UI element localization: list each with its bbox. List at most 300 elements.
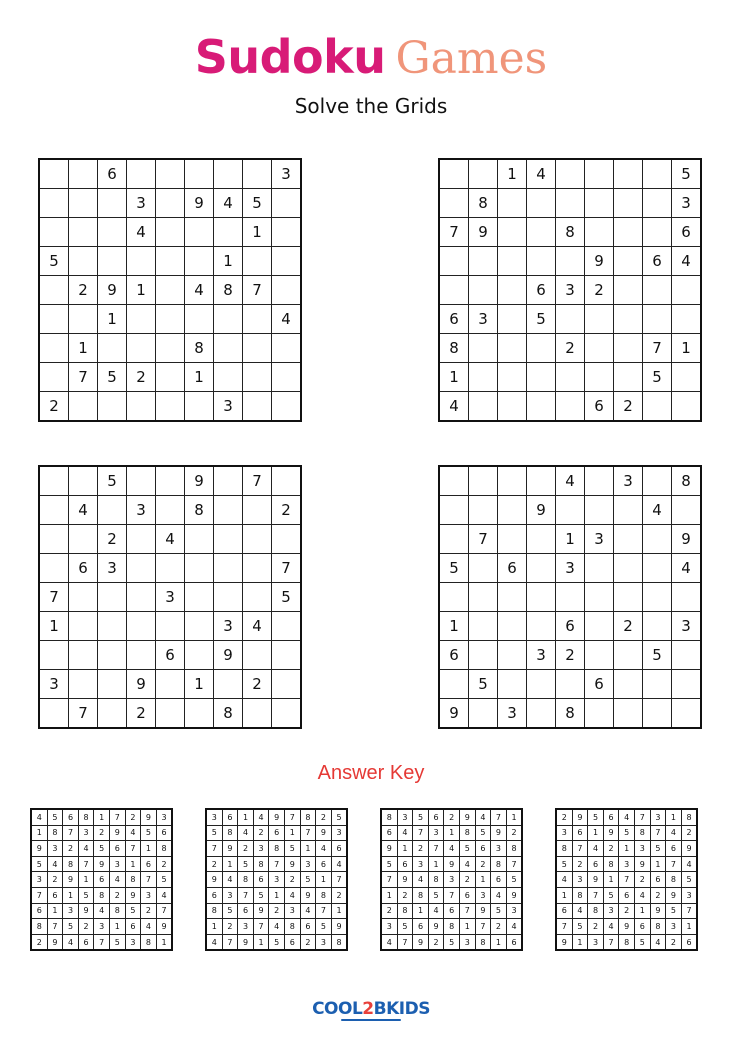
solution-cell: 4 xyxy=(141,919,157,935)
puzzle-cell: 1 xyxy=(672,334,702,363)
puzzle-cell: 8 xyxy=(214,699,243,729)
solution-cell: 9 xyxy=(31,841,47,857)
puzzle-cell xyxy=(69,218,98,247)
solution-cell: 3 xyxy=(156,809,172,825)
solution-cell: 3 xyxy=(634,841,650,857)
puzzle-row xyxy=(439,699,701,729)
solution-cell: 6 xyxy=(206,887,222,903)
puzzle-cell xyxy=(69,466,98,496)
puzzle-row xyxy=(39,525,301,554)
puzzle-row xyxy=(39,496,301,525)
solution-cell: 1 xyxy=(428,856,444,872)
solution-cell: 2 xyxy=(413,841,429,857)
puzzle-cell xyxy=(556,363,585,392)
puzzle-cell xyxy=(527,247,556,276)
puzzle-cell xyxy=(272,670,302,699)
puzzle-cell xyxy=(272,218,302,247)
solution-cell: 4 xyxy=(475,809,491,825)
puzzle-cell xyxy=(556,247,585,276)
puzzle-row xyxy=(39,218,301,247)
puzzle-cell: 2 xyxy=(556,641,585,670)
solution-cell: 1 xyxy=(397,841,413,857)
puzzle-cell xyxy=(643,218,672,247)
puzzle-cell xyxy=(439,159,469,189)
puzzle-cell xyxy=(527,218,556,247)
puzzle-cell xyxy=(185,583,214,612)
puzzle-cell xyxy=(243,363,272,392)
solution-cell: 2 xyxy=(397,887,413,903)
solution-cell: 8 xyxy=(428,872,444,888)
solution-row xyxy=(31,825,172,841)
solution-cell: 1 xyxy=(109,919,125,935)
solution-cell: 6 xyxy=(316,856,332,872)
solution-cell: 1 xyxy=(459,919,475,935)
puzzle-cell: 7 xyxy=(643,334,672,363)
puzzle-cell: 9 xyxy=(527,496,556,525)
puzzle-cell: 7 xyxy=(243,466,272,496)
puzzle-cell xyxy=(185,554,214,583)
puzzle-cell xyxy=(672,641,702,670)
solution-cell: 8 xyxy=(556,841,572,857)
puzzle-cell: 1 xyxy=(214,247,243,276)
solution-cell: 5 xyxy=(556,856,572,872)
solution-cell: 5 xyxy=(506,872,522,888)
puzzle-row xyxy=(439,334,701,363)
solution-cell: 1 xyxy=(331,903,347,919)
solution-row xyxy=(381,903,522,919)
puzzle-cell: 5 xyxy=(98,466,127,496)
solution-cell: 5 xyxy=(156,872,172,888)
puzzle-cell xyxy=(498,247,527,276)
solution-cell: 7 xyxy=(94,934,110,950)
puzzle-cell xyxy=(498,612,527,641)
solution-cell: 2 xyxy=(109,887,125,903)
puzzle-cell xyxy=(127,583,156,612)
puzzle-cell xyxy=(98,612,127,641)
puzzle-cell xyxy=(214,334,243,363)
solution-cell: 2 xyxy=(444,809,460,825)
solution-cell: 2 xyxy=(506,825,522,841)
solution-cell: 3 xyxy=(444,872,460,888)
solution-row xyxy=(381,825,522,841)
solution-cell: 1 xyxy=(222,856,238,872)
puzzle-cell xyxy=(39,525,69,554)
puzzle-cell: 7 xyxy=(469,525,498,554)
solution-cell: 3 xyxy=(316,934,332,950)
solution-cell: 1 xyxy=(506,809,522,825)
solution-cell: 8 xyxy=(650,919,666,935)
puzzle-cell: 6 xyxy=(439,305,469,334)
solution-cell: 1 xyxy=(238,809,254,825)
puzzle-row xyxy=(39,699,301,729)
puzzle-cell: 3 xyxy=(556,276,585,305)
solution-cell: 9 xyxy=(506,887,522,903)
puzzle-cell xyxy=(527,554,556,583)
puzzle-cell: 4 xyxy=(156,525,185,554)
solution-row xyxy=(31,887,172,903)
solution-cell: 5 xyxy=(141,825,157,841)
solution-cell: 8 xyxy=(413,887,429,903)
solution-cell: 3 xyxy=(331,825,347,841)
puzzle-cell: 8 xyxy=(556,699,585,729)
puzzle-cell: 5 xyxy=(643,363,672,392)
puzzle-cell xyxy=(527,699,556,729)
solution-cell: 6 xyxy=(300,919,316,935)
puzzle-cell xyxy=(585,159,614,189)
solution-cell: 1 xyxy=(650,856,666,872)
puzzle-cell: 7 xyxy=(272,554,302,583)
solution-cell: 7 xyxy=(634,809,650,825)
puzzle-cell xyxy=(243,554,272,583)
solution-row xyxy=(556,809,697,825)
solution-cell: 8 xyxy=(603,856,619,872)
puzzle-cell xyxy=(69,670,98,699)
puzzle-cell: 9 xyxy=(185,189,214,218)
puzzle-cell xyxy=(272,525,302,554)
solution-cell: 4 xyxy=(109,872,125,888)
puzzle-cell: 4 xyxy=(69,496,98,525)
puzzle-cell: 8 xyxy=(214,276,243,305)
solution-row xyxy=(381,841,522,857)
puzzle-cell xyxy=(672,305,702,334)
puzzle-cell xyxy=(614,670,643,699)
solution-cell: 7 xyxy=(681,903,697,919)
solution-cell: 2 xyxy=(63,841,79,857)
puzzle-cell: 4 xyxy=(272,305,302,334)
puzzle-cell: 4 xyxy=(243,612,272,641)
puzzle-cell xyxy=(585,496,614,525)
puzzle-cell: 3 xyxy=(214,612,243,641)
solution-cell: 4 xyxy=(619,809,635,825)
solution-cell: 6 xyxy=(94,872,110,888)
solution-cell: 3 xyxy=(506,903,522,919)
puzzle-row xyxy=(39,554,301,583)
solution-cell: 3 xyxy=(603,903,619,919)
puzzle-cell xyxy=(614,159,643,189)
solution-cell: 1 xyxy=(78,872,94,888)
puzzle-cell xyxy=(585,612,614,641)
puzzle-cell xyxy=(614,699,643,729)
solution-cell: 2 xyxy=(459,872,475,888)
solution-cell: 3 xyxy=(63,903,79,919)
puzzle-cell xyxy=(498,525,527,554)
solution-cell: 5 xyxy=(238,856,254,872)
puzzle-cell xyxy=(69,305,98,334)
solution-cell: 6 xyxy=(666,841,682,857)
puzzle-cell xyxy=(272,612,302,641)
puzzle-cell xyxy=(39,466,69,496)
solution-cell: 7 xyxy=(253,919,269,935)
puzzle-cell xyxy=(243,583,272,612)
puzzle-cell: 6 xyxy=(643,247,672,276)
solution-cell: 6 xyxy=(413,919,429,935)
puzzle-cell: 1 xyxy=(98,305,127,334)
puzzle-cell: 8 xyxy=(185,334,214,363)
solution-cell: 2 xyxy=(681,825,697,841)
puzzle-cell: 2 xyxy=(98,525,127,554)
puzzle-cell xyxy=(643,466,672,496)
solution-cell: 5 xyxy=(94,841,110,857)
solution-cell: 4 xyxy=(156,887,172,903)
solution-row xyxy=(556,887,697,903)
solution-cell: 9 xyxy=(619,919,635,935)
puzzle-cell xyxy=(439,496,469,525)
answer-grid-1 xyxy=(30,808,173,951)
puzzle-cell xyxy=(243,641,272,670)
solution-cell: 4 xyxy=(650,934,666,950)
solution-cell: 6 xyxy=(222,809,238,825)
solution-cell: 9 xyxy=(681,841,697,857)
solution-row xyxy=(31,809,172,825)
puzzle-cell xyxy=(498,641,527,670)
puzzle-cell xyxy=(614,218,643,247)
puzzle-cell xyxy=(585,466,614,496)
solution-cell: 4 xyxy=(603,919,619,935)
solution-cell: 5 xyxy=(222,903,238,919)
puzzle-cell: 2 xyxy=(69,276,98,305)
solution-cell: 7 xyxy=(269,856,285,872)
puzzle-cell xyxy=(614,276,643,305)
solution-row xyxy=(206,841,347,857)
solution-cell: 1 xyxy=(253,934,269,950)
solution-cell: 1 xyxy=(94,809,110,825)
puzzle-row xyxy=(39,612,301,641)
puzzle-cell xyxy=(672,699,702,729)
solution-cell: 6 xyxy=(491,872,507,888)
puzzle-cell xyxy=(156,276,185,305)
solution-cell: 7 xyxy=(650,825,666,841)
puzzle-cell xyxy=(469,583,498,612)
puzzle-cell xyxy=(156,392,185,422)
puzzle-cell xyxy=(214,159,243,189)
puzzle-row xyxy=(439,612,701,641)
puzzle-cell xyxy=(498,189,527,218)
solution-cell: 8 xyxy=(634,825,650,841)
solution-cell: 3 xyxy=(125,934,141,950)
solution-cell: 8 xyxy=(78,809,94,825)
solution-cell: 6 xyxy=(444,903,460,919)
puzzle-row xyxy=(439,247,701,276)
solution-cell: 2 xyxy=(619,903,635,919)
solution-cell: 3 xyxy=(413,856,429,872)
solution-cell: 9 xyxy=(125,887,141,903)
solution-cell: 3 xyxy=(491,841,507,857)
solution-row xyxy=(556,903,697,919)
puzzle-cell: 3 xyxy=(127,496,156,525)
puzzle-cell xyxy=(498,583,527,612)
solution-cell: 6 xyxy=(475,841,491,857)
solution-cell: 7 xyxy=(475,919,491,935)
solution-cell: 8 xyxy=(381,809,397,825)
puzzle-cell: 1 xyxy=(185,363,214,392)
puzzle-cell xyxy=(243,392,272,422)
puzzle-cell xyxy=(272,247,302,276)
puzzle-cell: 7 xyxy=(39,583,69,612)
solution-cell: 1 xyxy=(316,872,332,888)
solution-cell: 7 xyxy=(491,809,507,825)
solution-cell: 9 xyxy=(556,934,572,950)
solution-cell: 4 xyxy=(634,887,650,903)
puzzle-cell: 9 xyxy=(127,670,156,699)
logo-text-cool: COOL xyxy=(312,999,363,1019)
puzzle-cell xyxy=(614,305,643,334)
puzzle-cell xyxy=(156,363,185,392)
solution-cell: 3 xyxy=(31,872,47,888)
solution-row xyxy=(31,934,172,950)
solution-cell: 6 xyxy=(506,934,522,950)
solution-cell: 5 xyxy=(603,887,619,903)
puzzle-cell xyxy=(127,247,156,276)
puzzle-cell xyxy=(439,466,469,496)
puzzle-cell: 2 xyxy=(39,392,69,422)
solution-cell: 6 xyxy=(78,934,94,950)
solution-cell: 5 xyxy=(459,841,475,857)
solution-cell: 7 xyxy=(588,887,604,903)
solution-cell: 5 xyxy=(588,809,604,825)
puzzle-cell xyxy=(69,159,98,189)
solution-cell: 9 xyxy=(78,903,94,919)
puzzle-cell xyxy=(69,392,98,422)
solution-row xyxy=(556,825,697,841)
solution-cell: 8 xyxy=(31,919,47,935)
solution-cell: 1 xyxy=(269,887,285,903)
solution-cell: 2 xyxy=(588,919,604,935)
puzzle-cell xyxy=(585,305,614,334)
puzzle-cell xyxy=(98,334,127,363)
solution-cell: 1 xyxy=(666,809,682,825)
solution-cell: 7 xyxy=(556,919,572,935)
puzzle-cell xyxy=(272,363,302,392)
puzzle-cell: 9 xyxy=(585,247,614,276)
solution-cell: 4 xyxy=(316,841,332,857)
solution-cell: 8 xyxy=(444,919,460,935)
solution-cell: 3 xyxy=(109,856,125,872)
puzzle-cell xyxy=(127,334,156,363)
puzzle-cell xyxy=(585,699,614,729)
puzzle-row xyxy=(39,392,301,422)
solution-cell: 4 xyxy=(397,825,413,841)
solution-cell: 3 xyxy=(206,809,222,825)
solution-cell: 4 xyxy=(681,856,697,872)
solution-cell: 9 xyxy=(284,856,300,872)
solution-cell: 3 xyxy=(459,934,475,950)
puzzle-cell: 5 xyxy=(439,554,469,583)
puzzle-row xyxy=(439,276,701,305)
puzzle-cell xyxy=(272,699,302,729)
solution-cell: 3 xyxy=(284,903,300,919)
solution-cell: 8 xyxy=(681,809,697,825)
puzzle-cell xyxy=(527,466,556,496)
solution-cell: 1 xyxy=(572,934,588,950)
solution-cell: 4 xyxy=(222,872,238,888)
puzzle-cell xyxy=(127,554,156,583)
solution-row xyxy=(206,825,347,841)
solution-row xyxy=(556,934,697,950)
solution-cell: 7 xyxy=(141,872,157,888)
solution-cell: 4 xyxy=(459,856,475,872)
puzzle-cell: 6 xyxy=(672,218,702,247)
puzzle-cell xyxy=(98,641,127,670)
puzzle-cell xyxy=(185,305,214,334)
puzzle-cell: 9 xyxy=(469,218,498,247)
puzzle-cell xyxy=(156,554,185,583)
puzzle-cell xyxy=(672,583,702,612)
puzzle-cell xyxy=(527,525,556,554)
solution-cell: 6 xyxy=(31,903,47,919)
puzzle-cell xyxy=(39,305,69,334)
puzzle-cell: 7 xyxy=(69,363,98,392)
puzzle-row xyxy=(39,466,301,496)
puzzle-cell: 3 xyxy=(272,159,302,189)
solution-cell: 9 xyxy=(491,825,507,841)
puzzle-row xyxy=(439,159,701,189)
puzzle-row xyxy=(439,305,701,334)
solution-cell: 9 xyxy=(603,825,619,841)
solution-cell: 4 xyxy=(94,903,110,919)
logo-underline xyxy=(341,1019,401,1021)
puzzle-cell xyxy=(498,276,527,305)
solution-row xyxy=(206,809,347,825)
puzzle-cell: 2 xyxy=(272,496,302,525)
puzzle-cell xyxy=(469,496,498,525)
solution-cell: 1 xyxy=(681,919,697,935)
solution-cell: 1 xyxy=(141,841,157,857)
solution-cell: 1 xyxy=(413,903,429,919)
puzzle-row xyxy=(439,554,701,583)
solution-cell: 6 xyxy=(397,856,413,872)
puzzle-cell xyxy=(214,496,243,525)
solution-cell: 7 xyxy=(206,841,222,857)
puzzle-cell xyxy=(498,363,527,392)
solution-cell: 9 xyxy=(156,919,172,935)
solution-cell: 6 xyxy=(556,903,572,919)
puzzle-cell xyxy=(614,641,643,670)
solution-row xyxy=(206,934,347,950)
solution-cell: 8 xyxy=(269,841,285,857)
solution-cell: 1 xyxy=(491,934,507,950)
solution-cell: 7 xyxy=(109,809,125,825)
puzzle-cell: 9 xyxy=(98,276,127,305)
puzzle-cell: 6 xyxy=(156,641,185,670)
solution-cell: 9 xyxy=(475,903,491,919)
answer-grid-4 xyxy=(555,808,698,951)
puzzle-cell xyxy=(243,247,272,276)
puzzle-cell: 3 xyxy=(527,641,556,670)
solution-cell: 4 xyxy=(556,872,572,888)
puzzle-cell xyxy=(272,276,302,305)
puzzle-cell xyxy=(39,496,69,525)
puzzle-cell xyxy=(127,641,156,670)
solution-cell: 3 xyxy=(681,887,697,903)
puzzle-cell xyxy=(643,189,672,218)
solution-row xyxy=(31,903,172,919)
solution-cell: 8 xyxy=(666,872,682,888)
solution-cell: 3 xyxy=(300,856,316,872)
solution-cell: 9 xyxy=(413,934,429,950)
solution-cell: 5 xyxy=(428,887,444,903)
page-subtitle: Solve the Grids xyxy=(294,94,448,118)
solution-cell: 8 xyxy=(156,841,172,857)
puzzle-cell xyxy=(643,612,672,641)
solution-cell: 9 xyxy=(397,872,413,888)
solution-cell: 5 xyxy=(650,841,666,857)
solution-cell: 8 xyxy=(238,872,254,888)
solution-cell: 4 xyxy=(47,856,63,872)
puzzle-cell xyxy=(156,466,185,496)
solution-cell: 9 xyxy=(666,887,682,903)
puzzle-cell xyxy=(272,392,302,422)
solution-cell: 3 xyxy=(650,809,666,825)
